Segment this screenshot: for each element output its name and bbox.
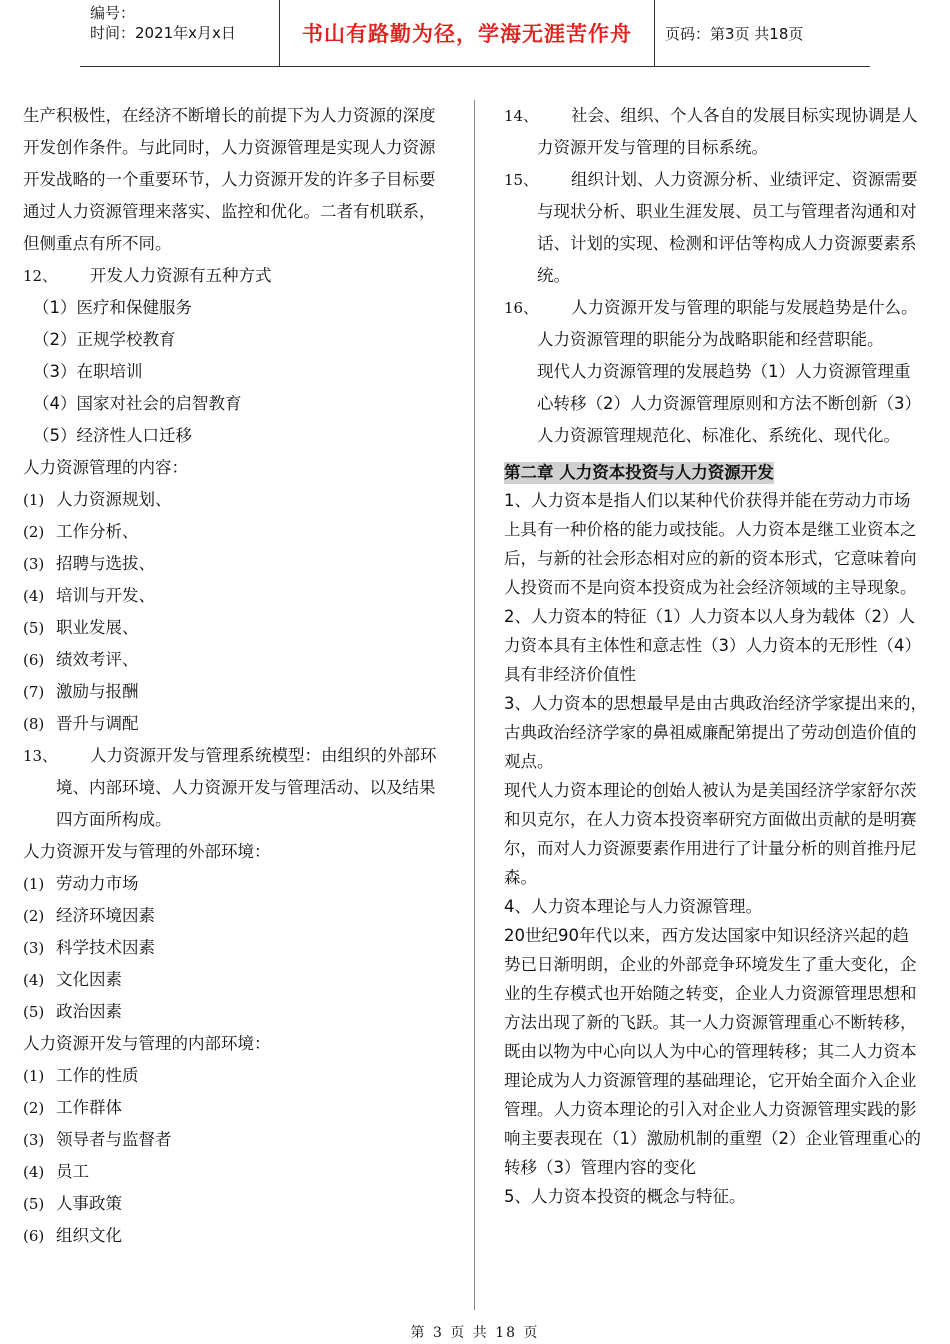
list-item xyxy=(23,484,453,516)
body-line: 方法出现了新的飞跃。其一人力资源管理重心不断转移， xyxy=(504,1013,917,1032)
list-item xyxy=(23,900,453,932)
list-item xyxy=(23,996,453,1028)
intro-line: 但侧重点有所不同。 xyxy=(23,234,172,253)
body-line: 5、人力资本投资的概念与特征。 xyxy=(504,1187,746,1206)
list-text: 晋升与调配 xyxy=(56,714,139,733)
section-heading: 人力资源开发与管理的外部环境： xyxy=(23,842,271,861)
body-line: 势已日渐明朗，企业的外部竞争环境发生了重大变化，企 xyxy=(504,955,917,974)
item-text: 开发人力资源有五种方式 xyxy=(90,266,272,285)
list-item: （2）正规学校教育 xyxy=(33,330,176,349)
list-number: (2) xyxy=(23,523,45,541)
list-text: 文化因素 xyxy=(56,970,122,989)
body-line: 古典政治经济学家的鼻祖威廉配第提出了劳动创造价值的 xyxy=(504,723,917,742)
header-page-info: 页码：第3页 共18页 xyxy=(665,24,804,43)
list-number: (2) xyxy=(23,1099,45,1117)
item-continuation: 人力资源管理的职能分为战略职能和经营职能。 xyxy=(537,330,884,349)
intro-line: 生产积极性，在经济不断增长的前提下为人力资源的深度 xyxy=(23,106,436,125)
list-text: 领导者与监督者 xyxy=(56,1130,172,1149)
list-text: 人事政策 xyxy=(56,1194,122,1213)
body-line: 具有非经济价值性 xyxy=(504,665,636,684)
item-13 xyxy=(23,740,453,772)
item-16 xyxy=(504,292,929,324)
list-number: (6) xyxy=(23,1227,45,1245)
list-item xyxy=(23,1156,453,1188)
intro-line: 通过人力资源管理来落实、监控和优化。二者有机联系， xyxy=(23,202,436,221)
list-item: （1）医疗和保健服务 xyxy=(33,298,192,317)
list-number: (3) xyxy=(23,1131,45,1149)
list-number: (4) xyxy=(23,971,45,989)
list-item xyxy=(23,548,453,580)
list-text: 经济环境因素 xyxy=(56,906,155,925)
list-number: (4) xyxy=(23,587,45,605)
header-motto: 书山有路勤为径，学海无涯苦作舟 xyxy=(280,0,655,66)
body-line: 管理。人力资本理论的引入对企业人力资源管理实践的影 xyxy=(504,1100,917,1119)
item-continuation: 心转移（2）人力资源管理原则和方法不断创新（3） xyxy=(537,394,921,413)
body-line: 既由以物为中心向以人为中心的管理转移；其二人力资本 xyxy=(504,1042,917,1061)
intro-line: 开发创作条件。与此同时，人力资源管理是实现人力资源 xyxy=(23,138,436,157)
list-item xyxy=(23,964,453,996)
list-text: 科学技术因素 xyxy=(56,938,155,957)
list-item xyxy=(23,708,453,740)
list-item xyxy=(23,1124,453,1156)
page-header xyxy=(80,0,870,67)
list-item xyxy=(23,676,453,708)
left-column xyxy=(23,100,453,1252)
list-item: （3）在职培训 xyxy=(33,362,143,381)
body-line: 20世纪90年代以来，西方发达国家中知识经济兴起的趋 xyxy=(504,926,909,945)
list-number: (1) xyxy=(23,1067,45,1085)
item-continuation: 与现状分析、职业生涯发展、员工与管理者沟通和对 xyxy=(537,202,917,221)
item-text: 人力资源开发与管理系统模型：由组织的外部环 xyxy=(90,746,437,765)
item-14 xyxy=(504,100,929,132)
right-column xyxy=(504,100,929,1211)
header-meta xyxy=(80,0,280,66)
list-number: (8) xyxy=(23,715,45,733)
list-text: 工作群体 xyxy=(56,1098,122,1117)
list-item xyxy=(23,1060,453,1092)
item-continuation: 人力资源管理规范化、标准化、系统化、现代化。 xyxy=(537,426,900,445)
list-text: 组织文化 xyxy=(56,1226,122,1245)
list-number: (6) xyxy=(23,651,45,669)
list-number: (7) xyxy=(23,683,45,701)
body-line: 理论成为人力资源管理的基础理论，它开始全面介入企业 xyxy=(504,1071,917,1090)
list-number: (4) xyxy=(23,1163,45,1181)
list-number: (5) xyxy=(23,619,45,637)
list-number: (1) xyxy=(23,491,45,509)
body-line: 尔，而对人力资源要素作用进行了计量分析的则首推丹尼 xyxy=(504,839,917,858)
list-item: （5）经济性人口迁移 xyxy=(33,426,192,445)
list-item xyxy=(23,1188,453,1220)
body-line: 1、人力资本是指人们以某种代价获得并能在劳动力市场 xyxy=(504,491,911,510)
list-number: (3) xyxy=(23,939,45,957)
item-12 xyxy=(23,260,453,292)
list-number: (5) xyxy=(23,1195,45,1213)
body-line: 响主要表现在（1）激励机制的重塑（2）企业管理重心的 xyxy=(504,1129,921,1148)
list-text: 招聘与选拔、 xyxy=(56,554,155,573)
list-item xyxy=(23,644,453,676)
list-item xyxy=(23,1220,453,1252)
item-15 xyxy=(504,164,929,196)
item-number: 13、 xyxy=(23,747,58,765)
list-item xyxy=(23,868,453,900)
body-line: 业的生存模式也开始随之转变，企业人力资源管理思想和 xyxy=(504,984,917,1003)
list-text: 职业发展、 xyxy=(56,618,139,637)
intro-line: 开发战略的一个重要环节，人力资源开发的许多子目标要 xyxy=(23,170,436,189)
item-number: 14、 xyxy=(504,107,539,125)
list-item xyxy=(23,932,453,964)
list-number: (3) xyxy=(23,555,45,573)
list-item: （4）国家对社会的启智教育 xyxy=(33,394,242,413)
body-line: 2、人力资本的特征（1）人力资本以人身为载体（2）人 xyxy=(504,607,915,626)
body-line: 现代人力资本理论的创始人被认为是美国经济学家舒尔茨 xyxy=(504,781,917,800)
list-text: 政治因素 xyxy=(56,1002,122,1021)
list-item xyxy=(23,1092,453,1124)
list-text: 绩效考评、 xyxy=(56,650,139,669)
item-number: 15、 xyxy=(504,171,539,189)
chapter-title: 第二章 人力资本投资与人力资源开发 xyxy=(504,463,774,482)
body-line: 人投资而不是向资本投资成为社会经济领域的主导现象。 xyxy=(504,578,917,597)
item-number: 16、 xyxy=(504,299,539,317)
code-label: 编号： xyxy=(90,4,136,22)
body-line: 4、人力资本理论与人力资源管理。 xyxy=(504,897,762,916)
list-number: (5) xyxy=(23,1003,45,1021)
item-continuation: 力资源开发与管理的目标系统。 xyxy=(537,138,768,157)
item-text: 组织计划、人力资源分析、业绩评定、资源需要 xyxy=(571,170,918,189)
list-text: 工作分析、 xyxy=(56,522,139,541)
body-line: 上具有一种价格的能力或技能。人力资本是继工业资本之 xyxy=(504,520,917,539)
body-line: 3、人力资本的思想最早是由古典政治经济学家提出来的， xyxy=(504,694,927,713)
item-text: 人力资源开发与管理的职能与发展趋势是什么。 xyxy=(571,298,918,317)
body-line: 观点。 xyxy=(504,752,554,771)
list-number: (2) xyxy=(23,907,45,925)
list-text: 人力资源规划、 xyxy=(56,490,172,509)
list-text: 劳动力市场 xyxy=(56,874,139,893)
body-line: 力资本具有主体性和意志性（3）人力资本的无形性（4） xyxy=(504,636,921,655)
body-line: 森。 xyxy=(504,868,537,887)
list-number: (1) xyxy=(23,875,45,893)
body-line: 后，与新的社会形态相对应的新的资本形式，它意味着向 xyxy=(504,549,917,568)
list-text: 培训与开发、 xyxy=(56,586,155,605)
body-line: 和贝克尔，在人力资本投资率研究方面做出贡献的是明赛 xyxy=(504,810,917,829)
column-divider xyxy=(474,100,475,1310)
list-item xyxy=(23,580,453,612)
list-text: 工作的性质 xyxy=(56,1066,139,1085)
section-heading: 人力资源管理的内容： xyxy=(23,458,188,477)
section-heading: 人力资源开发与管理的内部环境： xyxy=(23,1034,271,1053)
page-footer: 第 3 页 共 18 页 xyxy=(410,1325,540,1341)
list-text: 激励与报酬 xyxy=(56,682,139,701)
item-continuation: 话、计划的实现、检测和评估等构成人力资源要素系 xyxy=(537,234,917,253)
time-label: 时间：2021年x月x日 xyxy=(90,24,236,42)
item-continuation: 统。 xyxy=(537,266,570,285)
item-number: 12、 xyxy=(23,267,58,285)
item-text: 社会、组织、个人各自的发展目标实现协调是人 xyxy=(571,106,918,125)
list-item xyxy=(23,612,453,644)
list-text: 员工 xyxy=(56,1162,89,1181)
list-item xyxy=(23,516,453,548)
item-continuation: 四方面所构成。 xyxy=(56,810,172,829)
body-line: 转移（3）管理内容的变化 xyxy=(504,1158,696,1177)
item-continuation: 境、内部环境、人力资源开发与管理活动、以及结果 xyxy=(56,778,436,797)
item-continuation: 现代人力资源管理的发展趋势（1）人力资源管理重 xyxy=(537,362,911,381)
